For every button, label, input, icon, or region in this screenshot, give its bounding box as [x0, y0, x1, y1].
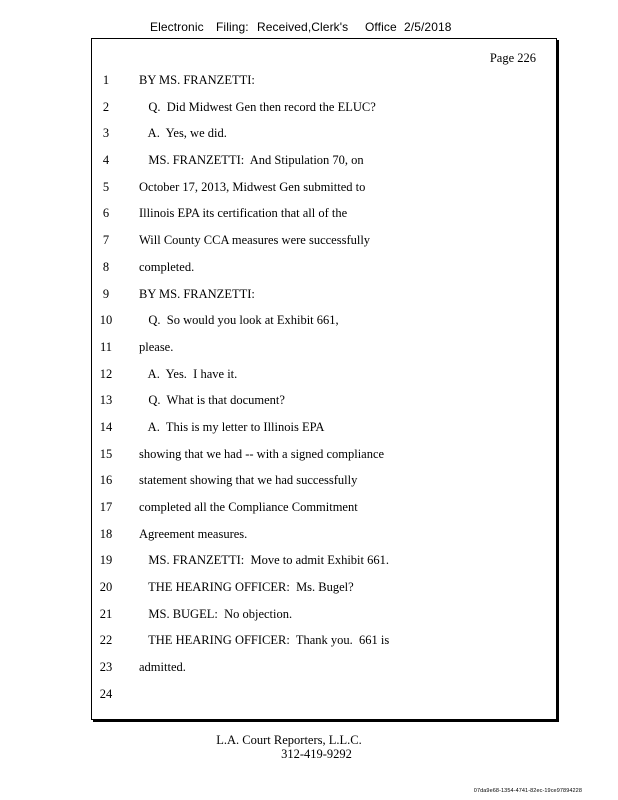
- transcript-line: [0, 150, 618, 177]
- line-text: A. Yes. I have it.: [139, 366, 238, 381]
- filing-stamp-office: Office: [365, 20, 397, 34]
- transcript-line: [0, 97, 618, 124]
- line-text: MS. FRANZETTI: Move to admit Exhibit 661.: [139, 553, 389, 568]
- transcript-line: [0, 230, 618, 257]
- transcript-line: [0, 390, 618, 417]
- line-text: A. This is my letter to Illinois EPA: [139, 419, 325, 434]
- transcript-line: [0, 657, 618, 684]
- line-text: Q. What is that document?: [139, 393, 285, 408]
- line-number: 15: [99, 446, 113, 461]
- line-text: THE HEARING OFFICER: Thank you. 661 is: [139, 633, 390, 648]
- line-number: 9: [102, 286, 110, 301]
- filing-stamp-received: Received,Clerk's: [257, 20, 349, 34]
- transcript-line: [0, 284, 618, 311]
- transcript-line: [0, 444, 618, 471]
- transcript-line: [0, 257, 618, 284]
- transcript-line: [0, 524, 618, 551]
- line-number: 12: [99, 366, 113, 381]
- transcript-line: [0, 177, 618, 204]
- transcript-line: [0, 310, 618, 337]
- transcript-line: [0, 684, 618, 711]
- transcript-body: [0, 70, 618, 711]
- transcript-line: [0, 497, 618, 524]
- transcript-line: [0, 630, 618, 657]
- line-number: 2: [102, 99, 110, 114]
- line-text: completed.: [139, 259, 195, 274]
- line-number: 17: [99, 500, 113, 514]
- page-number: Page 226: [489, 51, 536, 65]
- line-text: Agreement measures.: [139, 526, 248, 541]
- line-number: 24: [99, 686, 113, 701]
- line-text: THE HEARING OFFICER: Ms. Bugel?: [139, 580, 354, 595]
- line-number: 8: [102, 259, 110, 274]
- court-reporter-name: L.A. Court Reporters, L.L.C.: [216, 733, 362, 747]
- line-number: 7: [102, 233, 110, 248]
- line-number: 19: [99, 553, 113, 568]
- line-number: 22: [99, 633, 113, 648]
- line-number: 21: [99, 606, 113, 621]
- line-text: MS. FRANZETTI: And Stipulation 70, on: [139, 153, 364, 168]
- line-number: 20: [99, 580, 113, 595]
- filing-stamp-date: 2/5/2018: [404, 20, 452, 34]
- transcript-line: [0, 70, 618, 97]
- line-number: 16: [99, 473, 113, 488]
- transcript-line: [0, 470, 618, 497]
- line-text: showing that we had -- with a signed compliance: [139, 446, 385, 461]
- line-text: admitted.: [139, 660, 186, 675]
- line-number: 23: [99, 660, 113, 675]
- line-number: 1: [102, 73, 110, 87]
- line-text: completed all the Compliance Commitment: [139, 500, 358, 514]
- line-text: statement showing that we had successfully: [139, 473, 358, 488]
- line-text: Illinois EPA its certification that all of the: [139, 206, 348, 221]
- transcript-line: [0, 604, 618, 631]
- line-number: 18: [99, 526, 113, 541]
- transcript-line: [0, 203, 618, 230]
- transcript-line: [0, 417, 618, 444]
- transcript-line: [0, 577, 618, 604]
- line-text: A. Yes, we did.: [139, 126, 227, 141]
- court-reporter-footer: [0, 733, 618, 761]
- line-text: October 17, 2013, Midwest Gen submitted to: [139, 179, 366, 194]
- line-text: Q. Did Midwest Gen then record the ELUC?: [139, 99, 376, 114]
- transcript-line: [0, 550, 618, 577]
- line-number: 13: [99, 393, 113, 408]
- filing-stamp: [150, 20, 452, 34]
- line-number: 14: [99, 419, 113, 434]
- transcript-line: [0, 123, 618, 150]
- document-id: 07da9e68-1354-4741-82ec-19ce97894228: [473, 788, 582, 794]
- line-number: 5: [102, 179, 110, 194]
- line-number: 4: [102, 153, 110, 168]
- line-number: 10: [99, 313, 113, 328]
- line-text: MS. BUGEL: No objection.: [139, 606, 293, 621]
- line-text: Will County CCA measures were successfully: [139, 233, 371, 248]
- line-text: BY MS. FRANZETTI:: [139, 286, 255, 301]
- line-number: 6: [102, 206, 110, 221]
- filing-stamp-electronic: Electronic: [150, 20, 204, 34]
- transcript-line: [0, 337, 618, 364]
- filing-stamp-filing: Filing:: [216, 20, 249, 34]
- line-number: 11: [99, 339, 113, 354]
- line-text: BY MS. FRANZETTI:: [139, 73, 255, 87]
- court-reporter-phone: 312-419-9292: [281, 747, 352, 761]
- line-text: please.: [139, 339, 174, 354]
- line-text: Q. So would you look at Exhibit 661,: [139, 313, 339, 328]
- transcript-line: [0, 364, 618, 391]
- line-number: 3: [102, 126, 110, 141]
